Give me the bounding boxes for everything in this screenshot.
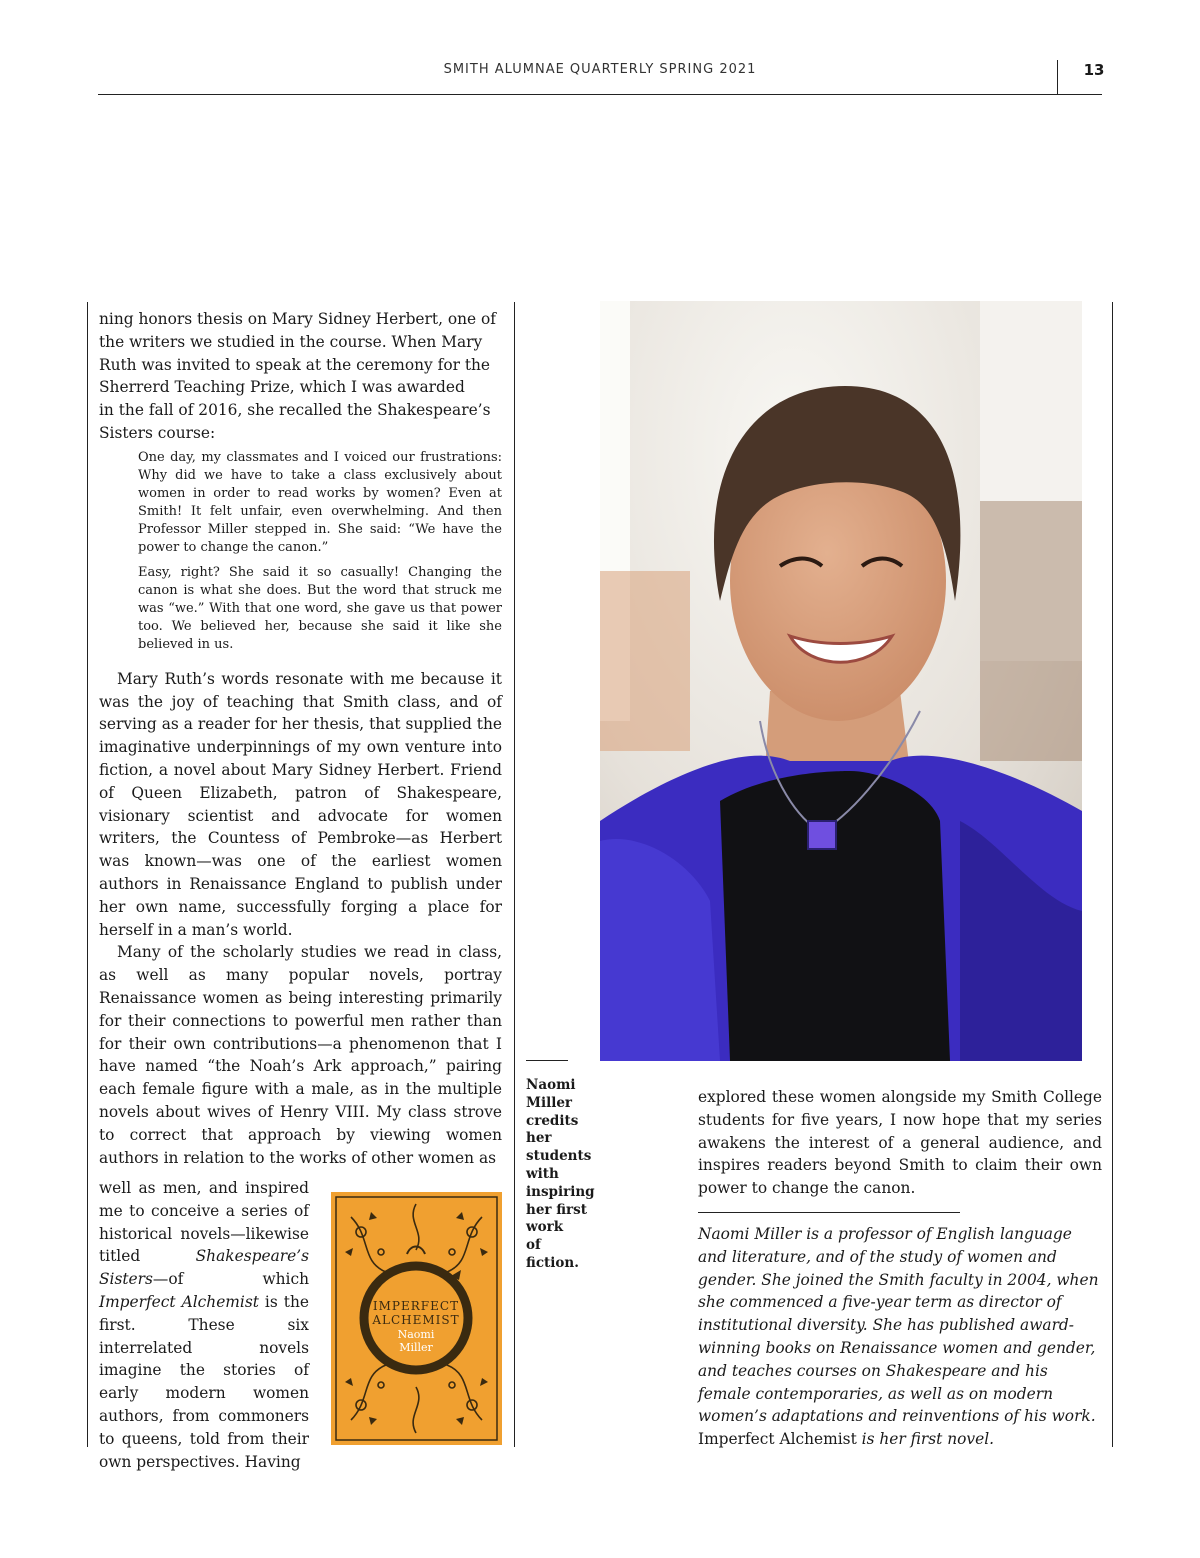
intro-paragraph xyxy=(99,308,502,445)
intro-line: in the fall of 2016, she recalled the Shakespeare’s xyxy=(99,401,491,420)
column-rule-right xyxy=(1112,302,1113,1447)
body-paragraph-continued xyxy=(99,1177,309,1473)
author-bio xyxy=(698,1223,1102,1451)
body-paragraph: Mary Ruth’s words resonate with me because it was the joy of teaching that Smith class, and of serving as a reader for her thesis, that supplied the imaginative underpinnings of my own venture into fiction, a novel about Mary Sidney Herbert. Friend of Queen Elizabeth, patron of Shakespeare, visionary scientist and advocate for women writers, the Countess of Pembroke—as Herbert was known—was one of the earliest women authors in Renaissance England to publish under her own name, successfully forging a place for herself in a man’s world. xyxy=(99,669,502,939)
caption-line: Naomi xyxy=(526,1077,576,1093)
header-rule xyxy=(98,94,1102,95)
caption-rule xyxy=(526,1060,568,1061)
caption-line: credits xyxy=(526,1112,579,1129)
block-quote xyxy=(138,449,502,654)
intro-line: Sherrerd Teaching Prize, which I was awarded xyxy=(99,378,465,397)
caption-line: her first xyxy=(526,1201,587,1218)
caption-line: with xyxy=(526,1165,559,1182)
bio-book-title: Imperfect Alchemist xyxy=(698,1430,857,1449)
running-header: SMITH ALUMNAE QUARTERLY SPRING 2021 xyxy=(443,62,757,77)
bio-text: Naomi Miller is a professor of English language and literature, and of the study of women and gender. She joined the Smith faculty in 2004, when she commenced a five-year term as director of institutional diversity. She has published award-winning books on Renaissance women and gender, and teaches courses on Shakespeare and his female contemporaries, as well as on modern women’s adaptations and reinventions of his work. xyxy=(698,1225,1099,1426)
caption-line: of xyxy=(526,1237,541,1254)
page-number: 13 xyxy=(1083,61,1105,79)
caption-line: work xyxy=(526,1219,564,1236)
caption-line: fiction. xyxy=(526,1254,579,1271)
cover-title-line: ALCHEMIST xyxy=(372,1313,460,1327)
text-run: is the first. These six interrelated novels imagine the stories of early modern women authors, from commoners to queens, told from their own perspectives. Having xyxy=(99,1292,309,1471)
column-rule-left xyxy=(87,302,88,1447)
cover-author-line: Naomi xyxy=(397,1328,435,1341)
intro-line: Sisters course: xyxy=(99,423,216,442)
column-rule-middle xyxy=(514,302,515,1447)
text-run: —of which xyxy=(152,1270,309,1289)
narrow-text-column xyxy=(99,1177,309,1473)
bio-text: is her first novel. xyxy=(856,1430,995,1449)
intro-line: Ruth was invited to speak at the ceremony for the xyxy=(99,355,491,374)
body-paragraph: Many of the scholarly studies we read in class, as well as many popular novels, portray Renaissance women as being interesting primarily for their connections to powerful men rather than for their own contributions—a phenomenon that I have named “the Noah’s Ark approach,” pairing each female figure with a male, as in the multiple novels about wives of Henry VIII. My class strove to correct that approach by viewing women authors in relation to the works of other women as xyxy=(99,943,502,1167)
author-portrait-photo xyxy=(600,301,1082,1061)
photo-caption xyxy=(526,1077,595,1273)
header-divider xyxy=(1057,60,1058,95)
bio-rule xyxy=(698,1212,960,1213)
caption-line: students xyxy=(526,1148,592,1165)
caption-line: Miller xyxy=(526,1094,573,1111)
right-text-column xyxy=(698,1086,1102,1200)
cover-author-line: Miller xyxy=(399,1341,433,1354)
text-run: well as men, and inspired me to conceive a series of historical novels—likewise titled xyxy=(99,1179,309,1266)
quote-paragraph: Easy, right? She said it so casually! Changing the canon is what she does. But the word that struck me was “we.” With that one word, she gave us that power too. We believed her, because she said it like she believed in us. xyxy=(138,564,502,652)
book-cover-image xyxy=(331,1192,502,1445)
intro-line: the writers we studied in the course. When Mary xyxy=(99,332,483,351)
quote-paragraph: One day, my classmates and I voiced our frustrations: Why did we have to take a class exclusively about women in order to read works by women? Even at Smith! It felt unfair, even overwhelming. And then Professor Miller stepped in. She said: “We have the power to change the canon.” xyxy=(138,449,502,555)
body-paragraph-final: explored these women alongside my Smith College students for five years, I now hope that my series awakens the interest of a general audience, and inspires readers beyond Smith to claim their own power to change the canon. xyxy=(698,1088,1102,1198)
intro-line: ning honors thesis on Mary Sidney Herbert, one of xyxy=(99,310,497,328)
main-text-column xyxy=(99,308,502,1169)
book-title: Imperfect Alchemist xyxy=(99,1292,259,1311)
cover-title-line: IMPERFECT xyxy=(372,1299,460,1313)
caption-line: inspiring xyxy=(526,1183,595,1200)
series-title: Shakespeare’s Sisters xyxy=(99,1247,309,1289)
caption-line: her xyxy=(526,1130,552,1147)
